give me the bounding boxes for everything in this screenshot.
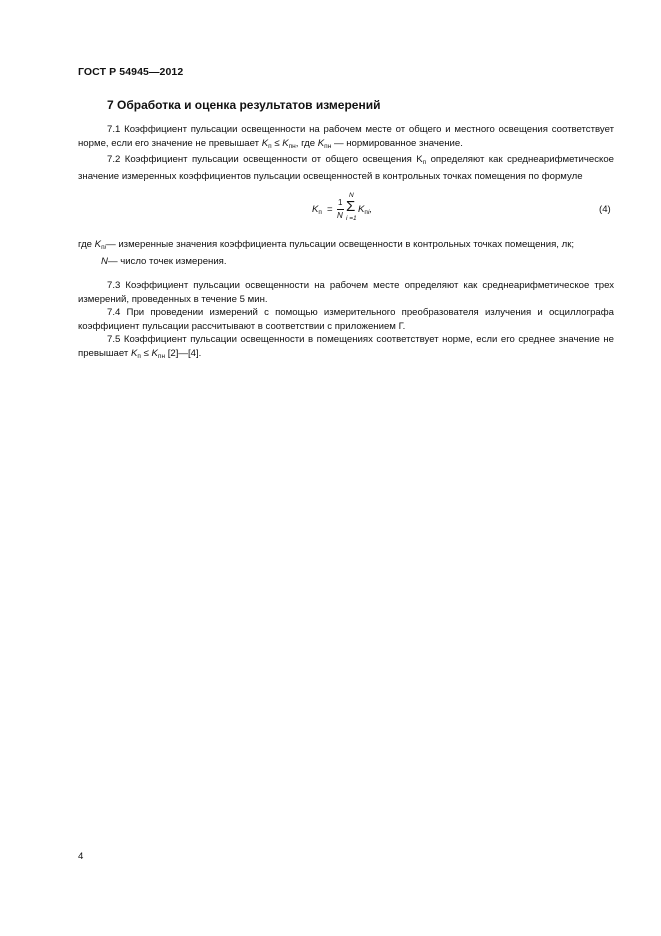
- subscript-p: п: [268, 142, 272, 150]
- document-header: ГОСТ Р 54945—2012: [78, 66, 184, 78]
- symbol-k: K: [261, 137, 269, 149]
- formula-4: [312, 192, 432, 236]
- subscript-pn: пн: [288, 142, 296, 150]
- paragraph-7-3: 7.3 Коэффициент пульсации освещенности на рабочем месте определяют как среднеарифметическое трех измерений, проведенных в течение 5 мин.: [78, 280, 614, 305]
- formula-lhs: [312, 204, 322, 216]
- subscript-i: i: [104, 244, 107, 251]
- where-prefix: где: [78, 239, 95, 250]
- formula-equals: =: [327, 204, 333, 215]
- paragraph-text: определяют как среднеарифметическое значение измеренных коэффициентов пульсации освещенностей в контрольных точках помещения по формуле: [78, 154, 614, 182]
- subscript-i: i: [367, 209, 370, 216]
- subscript-p: п: [101, 244, 105, 251]
- fraction-bar: [337, 209, 344, 210]
- equation-number: (4): [599, 204, 611, 215]
- paragraphs-7-3-7-5: [78, 279, 614, 363]
- paragraph-text: — нормированное значение.: [331, 137, 463, 149]
- fraction-denominator: N: [337, 211, 343, 220]
- subscript-p: п: [318, 209, 322, 216]
- subscript-p: п: [422, 159, 427, 166]
- subscript-pn: пн: [157, 352, 166, 360]
- paragraph-7-5: [78, 333, 614, 363]
- subscript-pn: пн: [324, 142, 332, 150]
- paragraph-7-4: 7.4 При проведении измерений с помощью измерительного преобразователя излучения и осциллографа коэффициент пульсации рассчитывают в соответствии с приложением Г.: [78, 307, 614, 332]
- where-block: [78, 238, 614, 268]
- sum-upper-limit: N: [349, 192, 354, 199]
- where-definition: — измеренные значения коэффициента пульсации освещенности в контрольных точках помещения, лк;: [106, 239, 575, 250]
- symbol-k: K: [282, 137, 289, 149]
- symbol-k: K: [358, 204, 365, 215]
- section-title: 7 Обработка и оценка результатов измерений: [107, 98, 381, 112]
- paragraph-text: 7.2 Коэффициент пульсации освещенности от общего освещения K: [107, 154, 423, 165]
- symbol-le: ≤: [274, 137, 280, 149]
- paragraph-7-1: [78, 123, 614, 153]
- where-term: N: [101, 255, 108, 267]
- paragraphs-7-1-7-2: [78, 123, 614, 183]
- symbol-k: K: [151, 347, 158, 359]
- subscript-p: п: [364, 209, 368, 216]
- subscript-p: п: [137, 352, 141, 360]
- paragraph-text: [2]—[4].: [165, 347, 202, 359]
- fraction-numerator: 1: [338, 198, 343, 207]
- paragraph-text: 7.5 Коэффициент пульсации освещенности в помещениях соответствует норме, если его среднее значение не превышает: [78, 334, 614, 359]
- symbol-le: ≤: [143, 347, 149, 359]
- formula-term: [358, 204, 372, 216]
- paragraph-text: , где: [295, 137, 318, 149]
- paragraph-text: 7.1 Коэффициент пульсации освещенности на рабочем месте от общего и местного освещения соответствует норме, если его значение не превышает: [78, 124, 614, 149]
- symbol-k: K: [312, 204, 319, 215]
- symbol-k: K: [130, 347, 138, 359]
- where-row-kpi: [78, 238, 614, 255]
- where-definition: — число точек измерения.: [107, 255, 227, 267]
- where-row-n: [78, 255, 614, 269]
- sum-lower-limit: i =1: [346, 215, 357, 222]
- where-term: [78, 238, 106, 255]
- formula-comma: ,: [369, 204, 373, 215]
- symbol-k: K: [317, 137, 325, 149]
- symbol-k: K: [94, 239, 102, 250]
- sum-sign: Σ: [346, 198, 356, 215]
- page-number: 4: [78, 851, 84, 862]
- paragraph-7-2: [78, 153, 614, 183]
